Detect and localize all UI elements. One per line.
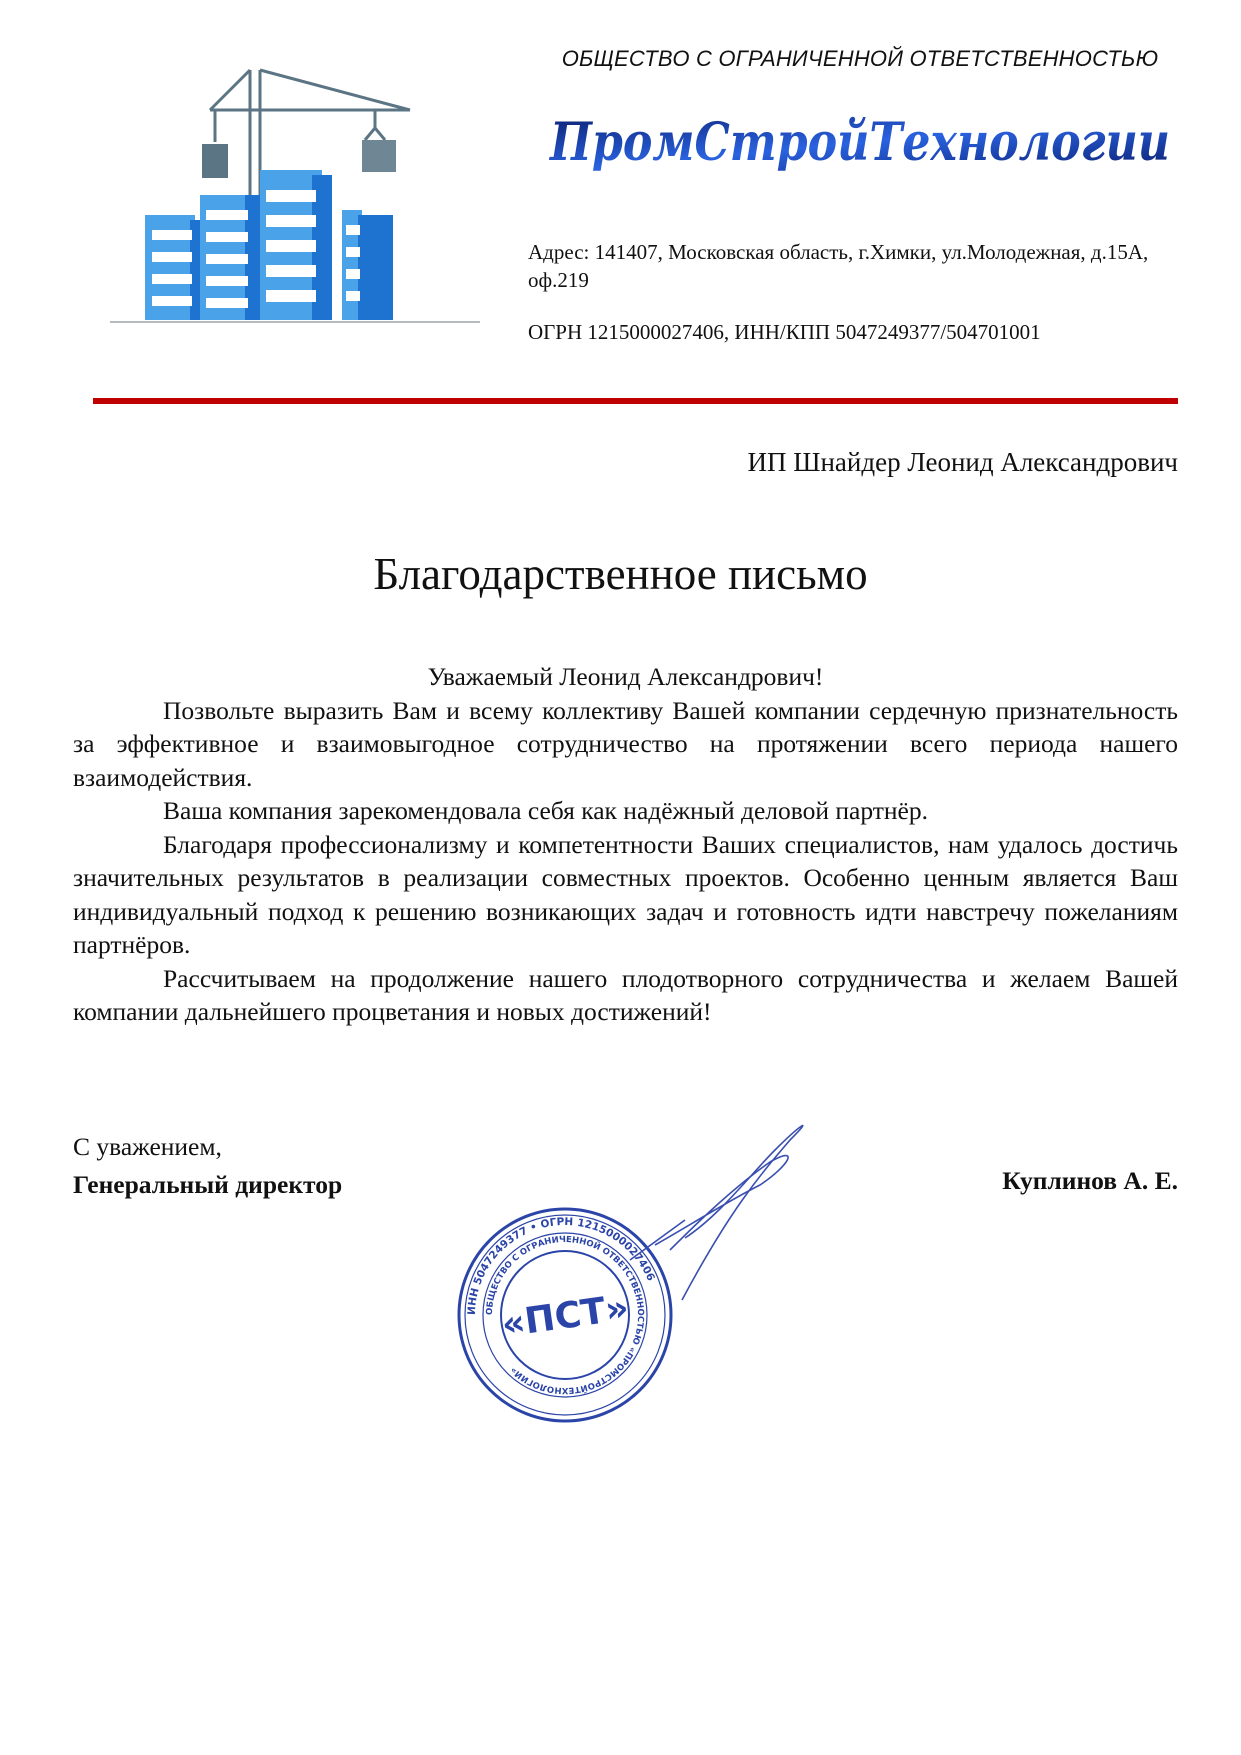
header-divider (93, 398, 1178, 404)
stamp-inner-text: ОБЩЕСТВО С ОГРАНИЧЕННОЙ ОТВЕТСТВЕННОСТЬЮ «ПРОМСТРОЙТЕХНОЛОГИИ» (484, 1234, 646, 1396)
company-type: ОБЩЕСТВО С ОГРАНИЧЕННОЙ ОТВЕТСТВЕННОСТЬЮ (561, 46, 1159, 71)
closing-block (73, 1128, 342, 1204)
company-name: ПромСтройТехнологии (548, 112, 1170, 173)
stamp-center-text: «ПСТ» (499, 1287, 632, 1346)
greeting: Уважаемый Леонид Александрович! (427, 662, 824, 691)
company-registration: ОГРН 1215000027406, ИНН/КПП 5047249377/504701001 (528, 320, 1041, 344)
paragraph: Ваша компания зарекомендовала себя как надёжный деловой партнёр. (163, 796, 928, 825)
letter-body (73, 660, 1178, 1029)
signer-name: Куплинов А. Е. (1002, 1166, 1178, 1195)
paragraph: Позвольте выразить Вам и всему коллективу Вашей компании сердечную признательность за эффективное и взаимовыгодное сотрудничество на протяжении всего периода нашего взаимодействия. (73, 695, 1178, 792)
letter-title: Благодарственное письмо (373, 549, 868, 599)
recipient: ИП Шнайдер Леонид Александрович (747, 447, 1178, 477)
company-address: Адрес: 141407, Московская область, г.Химки, ул.Молодежная, д.15А, оф.219 (528, 240, 1149, 292)
paragraph: Рассчитываем на продолжение нашего плодотворного сотрудничества и желаем Вашей компании дальнейшего процветания и новых достижений! (73, 963, 1178, 1026)
stamp-outer-text: ИНН 5047249377 • ОГРН 1215000027406 (465, 1215, 657, 1316)
stamp-and-signature (430, 1090, 810, 1430)
company-name-logo (540, 100, 1180, 180)
closing-regards: С уважением, (73, 1132, 222, 1161)
building-crane-icon (110, 70, 480, 330)
signer-position: Генеральный директор (73, 1170, 343, 1199)
paragraph: Благодаря профессионализму и компетентности Ваших специалистов, нам удалось достичь значительных результатов в реализации совместных проектов. Особенно ценным является Ваш индивидуальный подход к решению возникающих задач и готовность идти навстречу пожеланиям партнёров. (73, 829, 1178, 959)
